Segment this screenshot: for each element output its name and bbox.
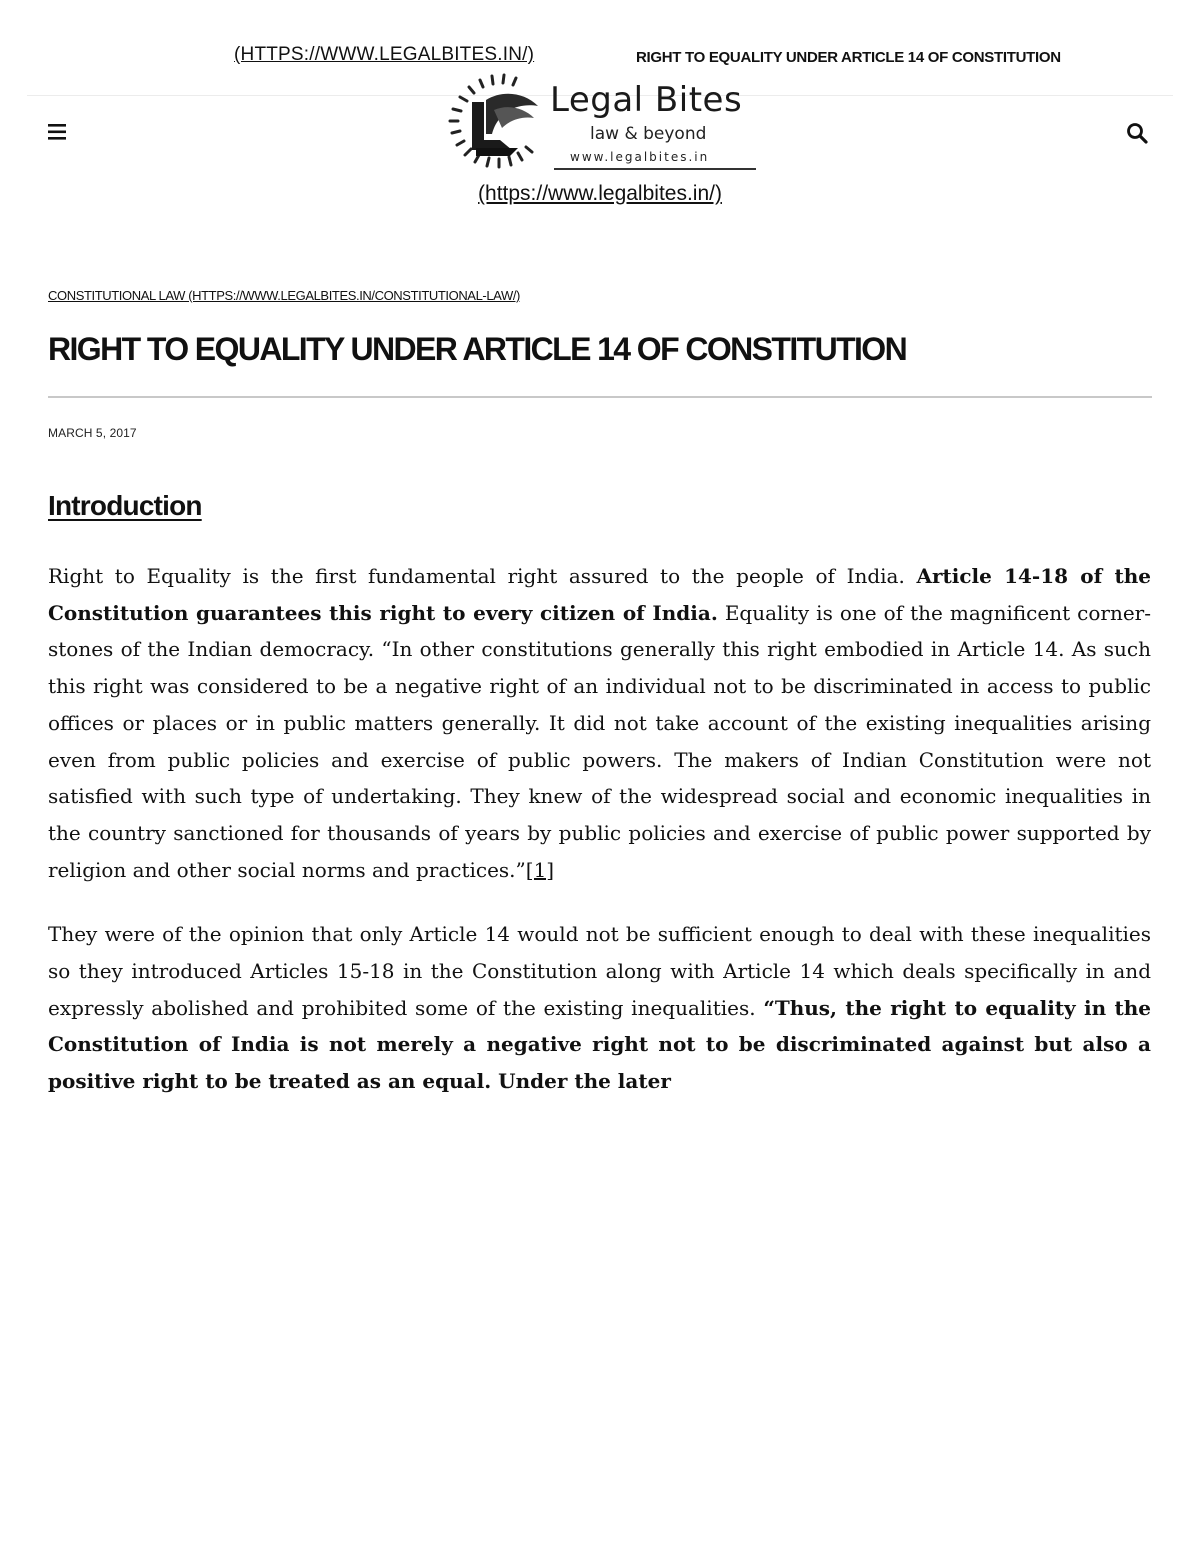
- paragraph-2-bold: “Thus, the right to equality in the Constitution of India is not merely a negative right not to be discriminated against but also a positive right to be treated as an equal. Under the later: [48, 995, 1151, 1094]
- topbar-page-title: RIGHT TO EQUALITY UNDER ARTICLE 14 OF CONSTITUTION: [636, 49, 1061, 66]
- title-divider: [48, 396, 1152, 398]
- site-logo[interactable]: [442, 70, 762, 174]
- paragraph-1-text-a: Right to Equality is the first fundamental right assured to the people of India.: [48, 564, 917, 588]
- home-link[interactable]: (HTTPS://WWW.LEGALBITES.IN/): [234, 44, 535, 65]
- menu-icon[interactable]: [48, 124, 68, 140]
- paragraph-2: [48, 916, 1151, 1100]
- footnote-ref-1[interactable]: [1]: [525, 857, 555, 882]
- paragraph-2-text-a: They were of the opinion that only Article 14 would not be sufficient enough to deal with these inequalities so they introduced Articles 15-18 in the Constitution along with Article 14 which deals specifically in and expressly abolished and prohibited some of the existing inequalities.: [48, 922, 1151, 1020]
- logo-link: [0, 182, 1200, 206]
- category-link[interactable]: CONSTITUTIONAL LAW (HTTPS://WWW.LEGALBITES.IN/CONSTITUTIONAL-LAW/): [48, 288, 520, 303]
- logo-emblem-icon: [442, 70, 552, 174]
- publish-date: MARCH 5, 2017: [48, 426, 137, 440]
- logo-home-link[interactable]: (https://www.legalbites.in/): [478, 182, 722, 205]
- section-heading: Introduction: [48, 490, 202, 521]
- logo-underline: [554, 168, 756, 170]
- paragraph-1-text-c: Equality is one of the magnificent corner-stones of the Indian democracy. “In other constitutions generally this right embodied in Article 14. As such this right was considered to be a negative right of an individual not to be discriminated in access to public offices or places or in public matters generally. It did not take account of the existing inequalities arising even from public policies and exercise of public powers. The makers of Indian Constitution were not satisfied with such type of undertaking. They knew of the widespread social and economic inequalities in the country sanctioned for thousands of years by public policies and exercise of public power supported by religion and other social norms and practices.”: [48, 600, 1151, 882]
- logo-tagline: law & beyond: [590, 124, 707, 144]
- logo-name: Legal Bites: [550, 80, 743, 120]
- article-body: [48, 558, 1151, 1128]
- paragraph-1-bold: Article 14-18 of the Constitution guarantees this right to every citizen of India.: [48, 564, 1151, 625]
- paragraph-1: [48, 558, 1151, 888]
- search-icon[interactable]: [1126, 122, 1148, 144]
- page-title: RIGHT TO EQUALITY UNDER ARTICLE 14 OF CONSTITUTION: [48, 331, 907, 367]
- logo-url: www.legalbites.in: [570, 150, 710, 164]
